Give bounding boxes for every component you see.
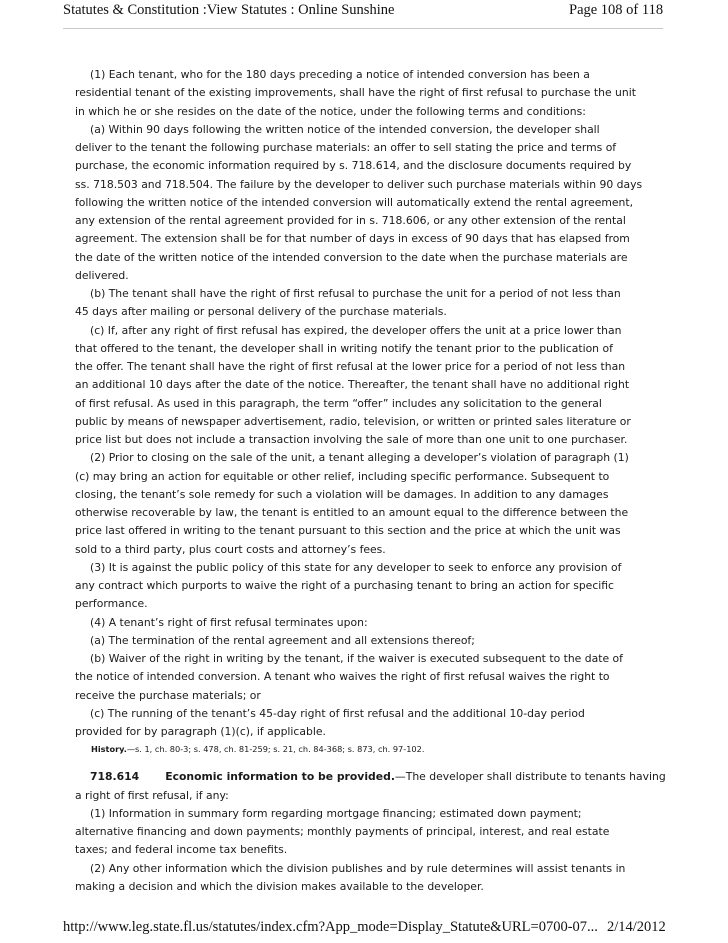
text-line: public by means of newspaper advertisement, radio, television, or written or printed sales literature or bbox=[75, 414, 631, 428]
section-number: 718.614 bbox=[90, 770, 140, 784]
text-line: (3) It is against the public policy of this state for any developer to seek to enforce any provision of bbox=[90, 560, 622, 574]
text-line: otherwise recoverable by law, the tenant is entitled to an amount equal to the difference between the bbox=[75, 506, 629, 519]
text-line: price list but does not include a transaction involving the sale of more than one unit to one purchaser. bbox=[75, 433, 628, 446]
text-line: provided for by paragraph (1)(c), if applicable. bbox=[75, 725, 326, 738]
text-line: (4) A tenant’s right of first refusal terminates upon: bbox=[90, 615, 368, 629]
text-line: sold to a third party, plus court costs and attorney’s fees. bbox=[75, 542, 386, 556]
text-line: deliver to the tenant the following purchase materials: an offer to sell stating the price and terms of bbox=[75, 141, 617, 154]
text-line: (1) Each tenant, who for the 180 days preceding a notice of intended conversion has been a bbox=[90, 68, 590, 81]
section-gap bbox=[75, 758, 675, 768]
text-line: making a decision and which the division makes available to the developer. bbox=[75, 879, 484, 893]
page-header bbox=[0, 2, 728, 22]
text-line: of first refusal. As used in this paragraph, the term “offer” includes any solicitation to the general bbox=[75, 396, 602, 410]
footer-url: http://www.leg.state.fl.us/statutes/index.cfm?App_mode=Display_Statute&URL=0700-07... bbox=[63, 919, 598, 935]
text-line: alternative financing and down payments; monthly payments of principal, interest, and real estate bbox=[75, 825, 610, 838]
header-page-number: Page 108 of 118 bbox=[569, 2, 664, 18]
text-line: an additional 10 days after the date of the notice. Thereafter, the tenant shall have no additional right bbox=[75, 378, 630, 392]
text-line: purchase, the economic information required by s. 718.614, and the disclosure documents required by bbox=[75, 159, 632, 173]
text-line: the offer. The tenant shall have the right of first refusal at the lower price for a period of not less than bbox=[75, 360, 626, 373]
text-line: any contract which purports to waive the right of a purchasing tenant to bring an action for specific bbox=[75, 579, 614, 592]
text-line: a right of first refusal, if any: bbox=[75, 788, 229, 802]
text-line: (c) The running of the tenant’s 45-day right of first refusal and the additional 10-day period bbox=[90, 706, 585, 720]
text-line: following the written notice of the intended conversion will automatically extend the rental agreement, bbox=[75, 195, 634, 209]
text-line: delivered. bbox=[75, 268, 129, 282]
text-line: price last offered in writing to the tenant pursuant to this section and the price at which the unit was bbox=[75, 524, 621, 538]
section-heading bbox=[75, 768, 675, 786]
text-line: in which he or she resides on the date of the notice, under the following terms and conditions: bbox=[75, 104, 586, 118]
text-line: performance. bbox=[75, 597, 148, 611]
text-line: (1) Information in summary form regarding mortgage financing; estimated down payment; bbox=[90, 806, 582, 820]
text-line: the notice of intended conversion. A tenant who waives the right of first refusal waives the right to bbox=[75, 670, 610, 684]
text-line: (2) Prior to closing on the sale of the unit, a tenant alleging a developer’s violation of paragraph (1) bbox=[90, 451, 629, 465]
text-line: (b) The tenant shall have the right of first refusal to purchase the unit for a period of not less than bbox=[90, 287, 621, 300]
text-line: receive the purchase materials; or bbox=[75, 688, 261, 702]
footer-date: 2/14/2012 bbox=[607, 919, 666, 935]
text-line: ss. 718.503 and 718.504. The failure by the developer to deliver such purchase materials within 90 days bbox=[75, 177, 643, 191]
header-divider bbox=[63, 28, 663, 29]
text-line: (a) Within 90 days following the written notice of the intended conversion, the developer shall bbox=[90, 122, 600, 136]
header-title: Statutes & Constitution :View Statutes : Online Sunshine bbox=[63, 2, 395, 18]
text-line: any extension of the rental agreement provided for in s. 718.606, or any other extension of the rental bbox=[75, 214, 626, 227]
text-line: (c) may bring an action for equitable or other relief, including specific performance. Subsequent to bbox=[75, 469, 610, 483]
history-text: —s. 1, ch. 80-3; s. 478, ch. 81-259; s. 21, ch. 84-368; s. 873, ch. 97-102. bbox=[126, 744, 425, 755]
history-note bbox=[75, 741, 675, 758]
page-footer bbox=[0, 919, 728, 939]
text-line: residential tenant of the existing improvements, shall have the right of first refusal to purchase the unit bbox=[75, 86, 636, 100]
text-line: (2) Any other information which the division publishes and by rule determines will assist tenants in bbox=[90, 861, 626, 875]
text-line: 45 days after mailing or personal delivery of the purchase materials. bbox=[75, 305, 447, 319]
text-line: that offered to the tenant, the developer shall in writing notify the tenant prior to the publication of bbox=[75, 341, 613, 355]
text-line: (a) The termination of the rental agreement and all extensions thereof; bbox=[90, 633, 475, 647]
statute-body bbox=[75, 66, 675, 896]
section-lead: —The developer shall distribute to tenants having bbox=[394, 770, 666, 784]
text-line: (b) Waiver of the right in writing by the tenant, if the waiver is executed subsequent to the date of bbox=[90, 652, 623, 665]
text-line: (c) If, after any right of first refusal has expired, the developer offers the unit at a price lower than bbox=[90, 323, 622, 337]
text-line: agreement. The extension shall be for that number of days in excess of 90 days that has elapsed from bbox=[75, 232, 630, 246]
text-line: the date of the written notice of the intended conversion to the date when the purchase materials are bbox=[75, 250, 628, 264]
section-title: Economic information to be provided. bbox=[165, 770, 395, 784]
history-label: History. bbox=[91, 744, 127, 755]
text-line: closing, the tenant’s sole remedy for such a violation will be damages. In addition to any damages bbox=[75, 487, 609, 501]
text-line: taxes; and federal income tax benefits. bbox=[75, 843, 288, 857]
